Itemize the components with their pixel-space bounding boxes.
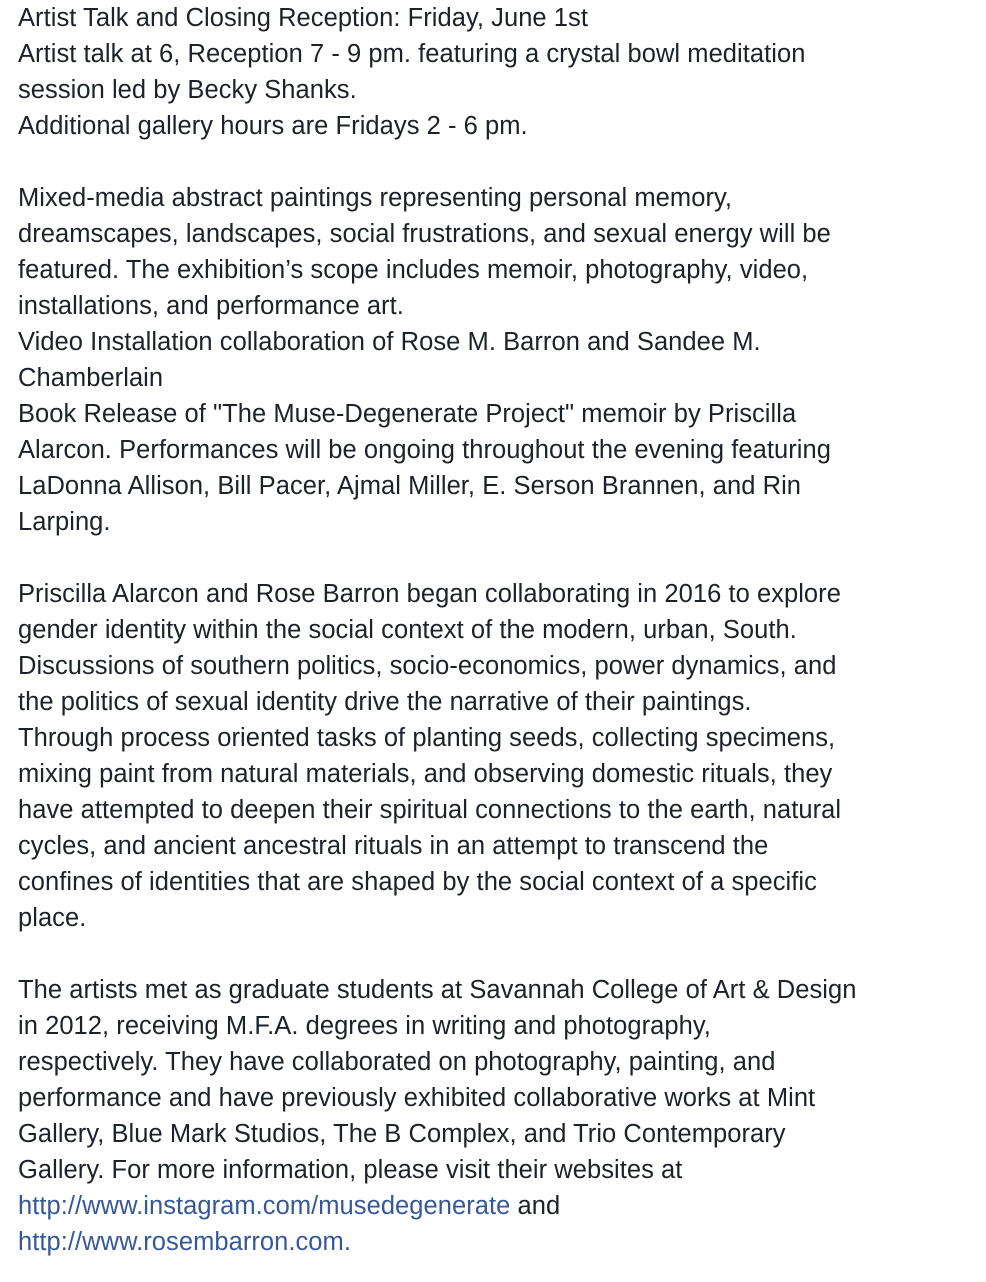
text-line: Priscilla Alarcon and Rose Barron began collaborating in 2016 to explore [18, 580, 841, 608]
text-line: LaDonna Allison, Bill Pacer, Ajmal Miller, E. Serson Brannen, and Rin [18, 472, 802, 500]
text-line: confines of identities that are shaped by the social context of a specific [18, 868, 817, 896]
text-line: session led by Becky Shanks. [18, 76, 357, 104]
text-line: cycles, and ancient ancestral rituals in an attempt to transcend the [18, 832, 769, 860]
text-line: mixing paint from natural materials, and observing domestic rituals, they [18, 760, 833, 788]
instagram-link[interactable]: http://www.instagram.com/musedegenerate [18, 1192, 511, 1220]
text-line [18, 1224, 978, 1260]
text-line: the politics of sexual identity drive the narrative of their paintings. [18, 688, 752, 716]
website-link[interactable]: http://www.rosembarron.com. [18, 1228, 351, 1256]
post-body [18, 0, 978, 1260]
text-line: have attempted to deepen their spiritual connections to the earth, natural [18, 796, 842, 824]
text-line: place. [18, 904, 87, 932]
link-connector-text: and [510, 1192, 561, 1220]
text-line: Gallery. For more information, please visit their websites at [18, 1156, 683, 1184]
text-line: Artist Talk and Closing Reception: Friday, June 1st [18, 4, 588, 32]
text-line: Alarcon. Performances will be ongoing throughout the evening featuring [18, 436, 831, 464]
text-line [18, 1188, 978, 1224]
text-line: Chamberlain [18, 364, 164, 392]
paragraph-event-details [18, 0, 978, 144]
text-line: Discussions of southern politics, socio-economics, power dynamics, and [18, 652, 837, 680]
text-line: gender identity within the social context of the modern, urban, South. [18, 616, 797, 644]
paragraph-exhibition-description [18, 180, 978, 540]
paragraph-spacer [18, 144, 978, 180]
text-line: Video Installation collaboration of Rose M. Barron and Sandee M. [18, 328, 761, 356]
paragraph-artist-background [18, 972, 978, 1260]
text-line: in 2012, receiving M.F.A. degrees in writing and photography, [18, 1012, 711, 1040]
text-line: featured. The exhibition’s scope includes memoir, photography, video, [18, 256, 809, 284]
text-line: performance and have previously exhibited collaborative works at Mint [18, 1084, 816, 1112]
text-line: dreamscapes, landscapes, social frustrations, and sexual energy will be [18, 220, 831, 248]
text-line: installations, and performance art. [18, 292, 404, 320]
paragraph-collaboration [18, 576, 978, 936]
text-line: Through process oriented tasks of planting seeds, collecting specimens, [18, 724, 836, 752]
text-line: Mixed-media abstract paintings representing personal memory, [18, 184, 733, 212]
paragraph-spacer [18, 936, 978, 972]
paragraph-spacer [18, 540, 978, 576]
text-line: Larping. [18, 508, 111, 536]
text-line: Additional gallery hours are Fridays 2 - 6 pm. [18, 112, 528, 140]
text-line: Artist talk at 6, Reception 7 - 9 pm. featuring a crystal bowl meditation [18, 40, 806, 68]
text-line: Gallery, Blue Mark Studios, The B Complex, and Trio Contemporary [18, 1120, 786, 1148]
text-line: respectively. They have collaborated on photography, painting, and [18, 1048, 776, 1076]
text-line: The artists met as graduate students at Savannah College of Art & Design [18, 976, 857, 1004]
text-line: Book Release of "The Muse-Degenerate Project" memoir by Priscilla [18, 400, 797, 428]
